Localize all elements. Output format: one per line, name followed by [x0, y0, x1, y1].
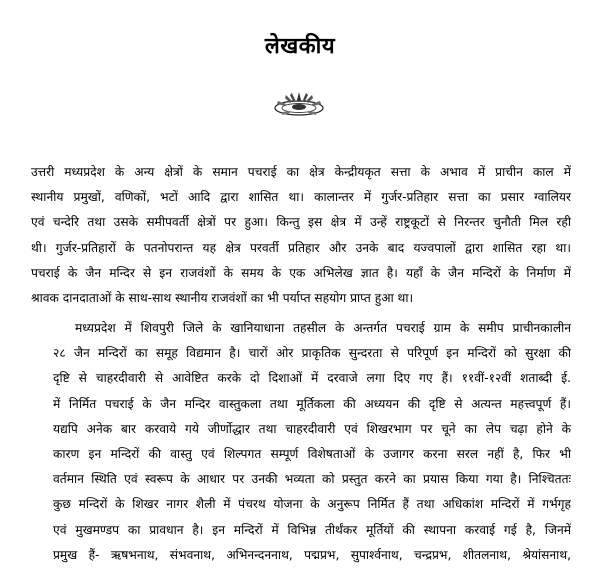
paragraph-line: में निर्मित पचराई के जैन मन्दिर वास्तुकला तथा मूर्तिकला की अध्ययन की दृष्टि से अत्यन्त महत्त्वपूर्ण हैं। [53, 396, 571, 411]
paragraph-line: दृष्टि से चाहरदीवारी से आवेष्टित करके दो दिशाओं में दरवाजे लगा दिए गए हैं। ११वीं-१२वीं शताब्दी ई. [53, 371, 571, 386]
paragraph-1 [31, 160, 571, 311]
paragraph-line: कुछ मन्दिरों के शिखर नागर शैली में पंचरथ योजना के अनुरूप निर्मित हैं तथा अधिकांश मन्दिरों में गर्भगृह [53, 497, 571, 512]
paragraph-line: मध्यप्रदेश में शिवपुरी जिले के खानियाधाना तहसील के अन्तर्गत पचराई ग्राम के समीप प्राचीनकालीन [75, 321, 571, 335]
paragraph-line: पचराई के जैन मन्दिर से इन राजवंशों के समय के एक अभिलेख ज्ञात है। यहाँ के जैन मन्दिरों के निर्माण में [31, 265, 571, 280]
paragraph-2 [31, 316, 571, 568]
paragraph-line: प्रमुख हैं- ऋषभनाथ, संभवनाथ, अभिनन्दननाथ, पद्मप्रभ, सुपार्श्वनाथ, चन्द्रप्रभ, शीतलनाथ, श्रेयांसनाथ, [53, 547, 571, 562]
paragraph-line: कारण इन मन्दिरों की वास्तु एवं शिल्पगत सम्पूर्ण विशेषताओं के उजागर करना सरल नहीं है, फिर भी [53, 447, 571, 462]
paragraph-line: यद्यपि अनेक बार करवाये गये जीर्णोद्धार तथा चाहरदीवारी एवं शिखरभाग पर चूने का लेप चढ़ा होने के [53, 421, 571, 436]
page-title: लेखकीय [264, 34, 336, 59]
paragraph-line: श्रावक दानदाताओं के साथ-साथ स्थानीय राजवंशों का भी पर्याप्त सहयोग प्राप्त हुआ था। [31, 291, 414, 306]
paragraph-line: २८ जैन मन्दिरों का समूह विद्यमान है। चारों ओर प्राकृतिक सुन्दरता से परिपूर्ण इन मन्दिरों को सुरक्षा की [53, 346, 571, 361]
paragraph-line: एवं मुखमण्डप का प्रावधान है। इन मन्दिरों में विभिन्न तीर्थंकर मूर्तियों की स्थापना करवाई गई है, जिनमें [53, 522, 571, 537]
paragraph-line: स्थानीय प्रमुखों, वणिकों, भटों आदि द्वारा शासित था। कालान्तर में गुर्जर-प्रतिहार सत्ता का प्रसार ग्वालियर [31, 190, 571, 205]
paragraph-line: वर्तमान स्थिति एवं स्वरूप के आधार पर उनकी भव्यता को प्रस्तुत करने का प्रयास किया गया है। निश्चिततः [53, 472, 571, 487]
paragraph-line: एवं चन्देरि तथा उसके समीपवर्ती क्षेत्रों पर हुआ। किन्तु इस क्षेत्र में उन्हें राष्ट्रकूटों से निरन्तर चुनौती मिल रही [31, 215, 571, 230]
paragraph-line: उत्तरी मध्यप्रदेश के अन्य क्षेत्रों के समान पचराई का क्षेत्र केन्द्रीयकृत सत्ता के अभाव में प्राचीन काल में [31, 165, 571, 179]
decorative-flourish-icon [272, 86, 326, 120]
paragraph-line: थी। गुर्जर-प्रतिहारों के पतनोपरान्त यह क्षेत्र परवर्ती प्रतिहार और उनके बाद यज्वपालों द्वारा शासित रहा था। [31, 240, 571, 255]
